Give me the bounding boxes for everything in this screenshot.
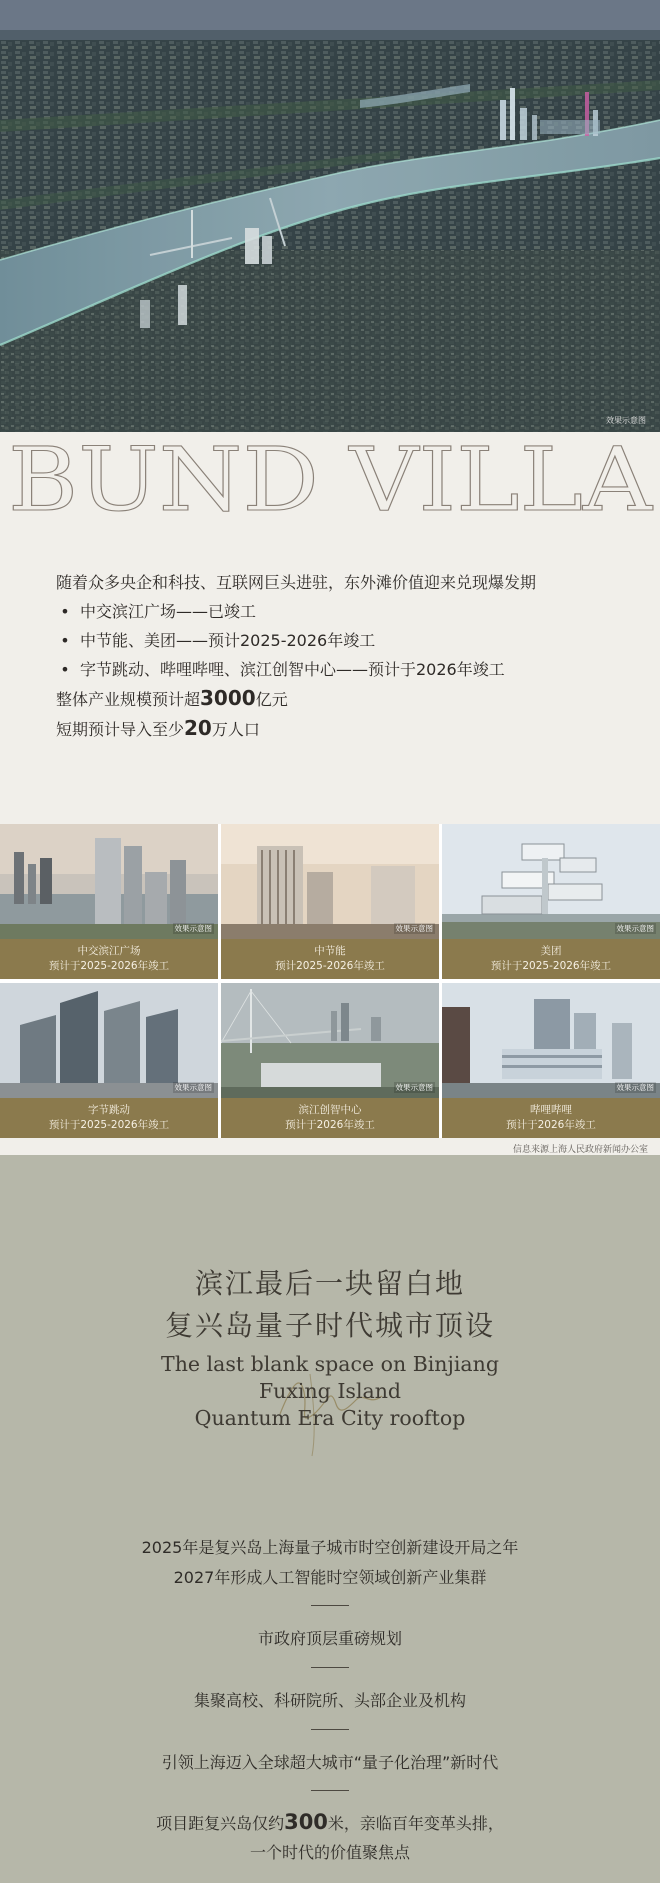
distance-prefix: 项目距复兴岛仅约 xyxy=(156,1814,285,1833)
divider xyxy=(311,1667,349,1668)
statement-5 xyxy=(0,1810,660,1834)
project-status: 预计于2026年竣工 xyxy=(506,1119,596,1131)
pop-prefix: 短期预计导入至少 xyxy=(56,720,185,739)
headline-cn-2: 复兴岛量子时代城市顶设 xyxy=(164,1309,495,1342)
project-card-cccc xyxy=(0,824,218,979)
project-name: 滨江创智中心 xyxy=(298,1104,362,1116)
render-tag: 效果示意图 xyxy=(395,924,433,933)
project-label-bar xyxy=(221,1098,439,1138)
project-card-cecep xyxy=(221,824,439,979)
intro-bullet-3: • 字节跳动、哔哩哔哩、滨江创智中心——预计于2026年竣工 xyxy=(56,655,636,684)
project-card-bilibili xyxy=(442,983,660,1138)
divider xyxy=(311,1605,349,1606)
divider xyxy=(311,1729,349,1730)
hero-caption: 效果示意图 xyxy=(606,416,646,425)
project-status: 预计2025-2026年竣工 xyxy=(275,960,385,972)
statement-1b: 2027年形成人工智能时空领域创新产业集群 xyxy=(173,1568,487,1587)
project-card-meituan xyxy=(442,824,660,979)
project-status: 预计于2025-2026年竣工 xyxy=(490,960,612,972)
project-photo xyxy=(442,824,660,939)
scale-suffix: 亿元 xyxy=(255,690,288,709)
source-note: 信息来源上海人民政府新闻办公室 xyxy=(512,1145,648,1155)
project-status: 预计于2025-2026年竣工 xyxy=(48,1119,170,1131)
project-label-bar xyxy=(442,939,660,979)
headline-en-1: The last blank space on Binjiang xyxy=(161,1352,499,1376)
intro-scale xyxy=(56,684,636,714)
headline-en-2: Fuxing Island xyxy=(258,1379,402,1403)
project-photo xyxy=(0,983,218,1098)
headline-cn-1: 滨江最后一块留白地 xyxy=(194,1267,465,1300)
hero-aerial-image xyxy=(0,0,660,432)
divider xyxy=(311,1790,349,1791)
intro-population xyxy=(56,714,636,744)
project-status: 预计于2026年竣工 xyxy=(285,1119,375,1131)
scale-prefix: 整体产业规模预计超 xyxy=(56,690,201,709)
intro-bullet-1: • 中交滨江广场——已竣工 xyxy=(56,597,636,626)
bund-villa-wordmark: BUND VILLA xyxy=(8,432,654,520)
project-card-bytedance xyxy=(0,983,218,1138)
render-tag: 效果示意图 xyxy=(616,1083,654,1092)
project-name: 字节跳动 xyxy=(88,1104,130,1116)
distance-value: 300 xyxy=(284,1810,328,1834)
render-tag: 效果示意图 xyxy=(174,924,212,933)
statement-1a: 2025年是复兴岛上海量子城市时空创新建设开局之年 xyxy=(141,1538,519,1557)
render-tag: 效果示意图 xyxy=(395,1083,433,1092)
project-grid xyxy=(0,824,660,1138)
project-photo xyxy=(221,824,439,939)
project-card-binjiang-innovation xyxy=(221,983,439,1138)
project-name: 美团 xyxy=(540,945,562,957)
project-photo xyxy=(0,824,218,939)
project-name: 中交滨江广场 xyxy=(77,945,141,957)
intro-lead: 随着众多央企和科技、互联网巨头进驻，东外滩价值迎来兑现爆发期 xyxy=(56,573,537,592)
project-label-bar xyxy=(221,939,439,979)
statement-3: 集聚高校、科研院所、头部企业及机构 xyxy=(193,1691,466,1710)
render-tag: 效果示意图 xyxy=(616,924,654,933)
intro-bullet-2: • 中节能、美团——预计2025-2026年竣工 xyxy=(56,626,636,655)
headline-en-3: Quantum Era City rooftop xyxy=(194,1406,466,1430)
pop-value: 20 xyxy=(184,716,212,740)
statement-6: 一个时代的价值聚焦点 xyxy=(249,1843,410,1862)
project-label-bar xyxy=(442,1098,660,1138)
project-label-bar xyxy=(0,939,218,979)
statement-4: 引领上海迈入全球超大城市“量子化治理”新时代 xyxy=(161,1753,499,1772)
project-status: 预计于2025-2026年竣工 xyxy=(48,960,170,972)
distance-suffix: 米，亲临百年变革头排， xyxy=(327,1814,504,1833)
intro-block xyxy=(56,568,636,744)
statement-2: 市政府顶层重磅规划 xyxy=(257,1629,402,1648)
render-tag: 效果示意图 xyxy=(174,1083,212,1092)
wordmark-band xyxy=(0,432,660,520)
project-name: 中节能 xyxy=(314,945,346,957)
project-photo xyxy=(221,983,439,1098)
project-photo xyxy=(442,983,660,1098)
project-name: 哔哩哔哩 xyxy=(530,1104,572,1116)
pop-suffix: 万人口 xyxy=(211,720,260,739)
scale-value: 3000 xyxy=(200,686,256,710)
project-label-bar xyxy=(0,1098,218,1138)
aerial-city-illustration xyxy=(0,0,660,432)
